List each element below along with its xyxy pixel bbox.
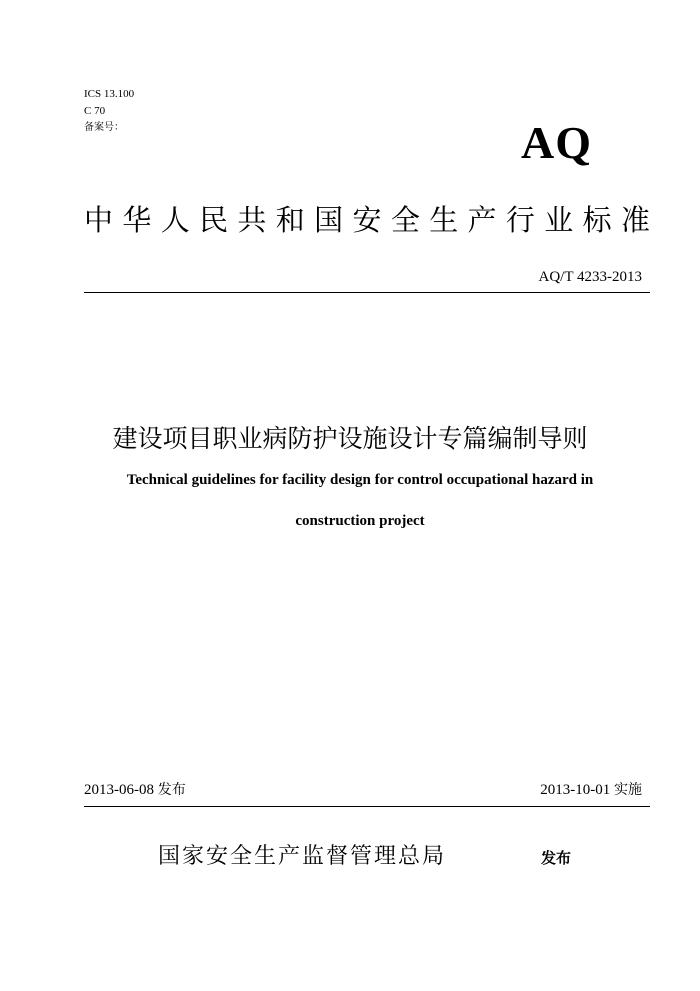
- standard-category-title: 中华人民共和国安全生产行业标准: [84, 203, 650, 237]
- issue-date: [84, 780, 186, 800]
- issuing-authority-suffix: 发布: [541, 849, 572, 867]
- implementation-date-value: 2013-10-01: [540, 782, 611, 798]
- document-title-chinese: 建设项目职业病防护设施设计专篇编制导则: [112, 424, 588, 453]
- filing-number-label: 备案号：: [84, 122, 124, 133]
- ics-code: ICS 13.100: [84, 88, 135, 100]
- bottom-divider: [84, 806, 650, 807]
- issue-date-value: 2013-06-08: [84, 782, 154, 798]
- aq-logo: AQ: [521, 117, 592, 168]
- document-title-english-line1: Technical guidelines for facility design for control occupational hazard in: [126, 472, 594, 488]
- implementation-date: [540, 780, 642, 800]
- top-divider: [84, 292, 650, 293]
- ccs-code: C 70: [84, 105, 106, 117]
- implementation-date-label: 实施: [614, 782, 642, 798]
- standard-number: AQ/T 4233-2013: [538, 269, 642, 285]
- issue-date-label: 发布: [157, 782, 186, 798]
- issuing-authority: 国家安全生产监督管理总局: [158, 844, 447, 869]
- document-title-english-line2: construction project: [295, 513, 425, 529]
